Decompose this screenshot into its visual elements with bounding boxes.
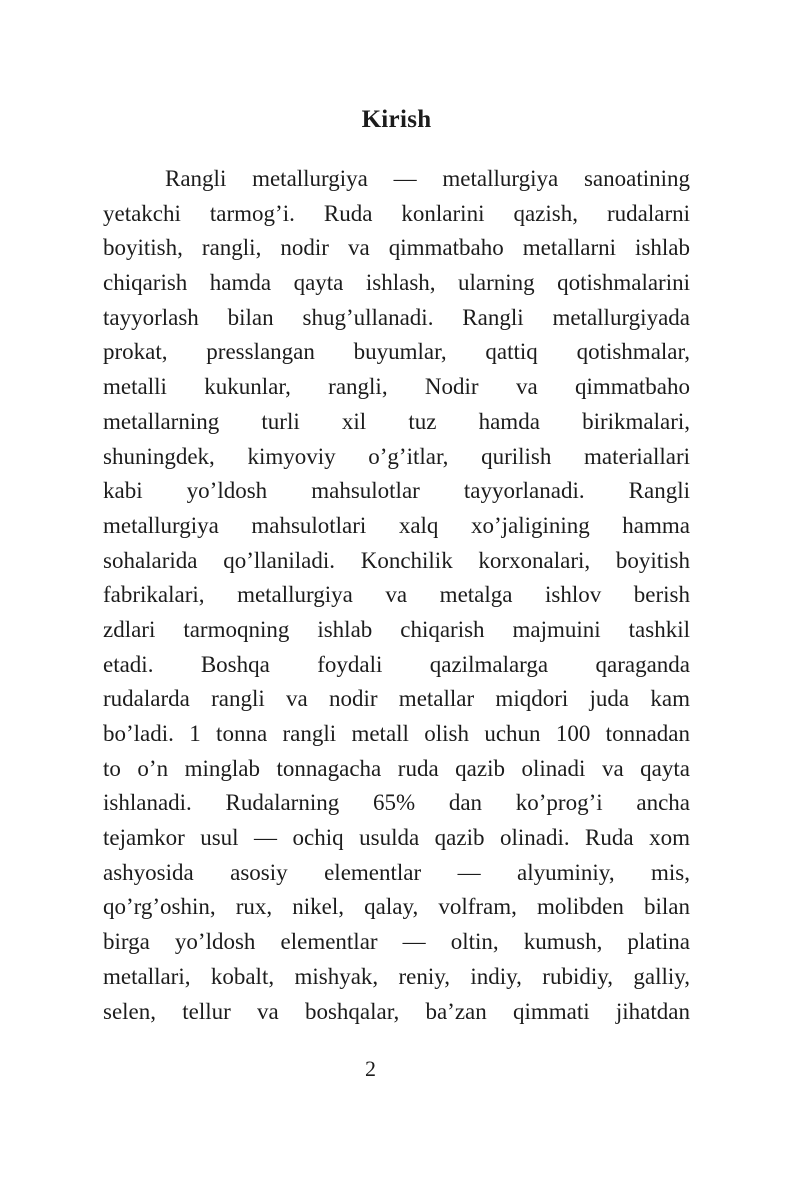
paragraph-line: bo’ladi. 1 tonna rangli metall olish uchun 100 tonnadan	[103, 721, 690, 746]
paragraph-line: etadi. Boshqa foydali qazilmalarga qaraganda	[103, 651, 690, 677]
paragraph-line: zdlari tarmoqning ishlab chiqarish majmuini tashkil	[103, 616, 690, 642]
paragraph-line: qo’rg’oshin, rux, nikel, qalay, volfram, molibden bilan	[103, 894, 690, 920]
page-number: 2	[365, 1056, 376, 1081]
page-title: Kirish	[361, 106, 432, 133]
paragraph-line: shuningdek, kimyoviy o’g’itlar, qurilish materiallari	[103, 443, 690, 469]
paragraph-line: prokat, presslangan buyumlar, qattiq qotishmalar,	[103, 339, 690, 365]
paragraph-line: tayyorlash bilan shug’ullanadi. Rangli metallurgiyada	[103, 304, 690, 330]
paragraph-line: metalli kukunlar, rangli, Nodir va qimmatbaho	[103, 374, 690, 400]
paragraph-line: ashyosida asosiy elementlar — alyuminiy, mis,	[103, 859, 690, 885]
paragraph-line: tejamkor usul — ochiq usulda qazib olinadi. Ruda xom	[103, 825, 690, 851]
paragraph-line: kabi yo’ldosh mahsulotlar tayyorlanadi. Rangli	[103, 478, 690, 504]
paragraph-line: selen, tellur va boshqalar, ba’zan qimmati jihatdan	[103, 998, 690, 1024]
paragraph-line: fabrikalari, metallurgiya va metalga ishlov berish	[103, 582, 690, 608]
paragraph-line: Rangli metallurgiya — metallurgiya sanoatining	[165, 166, 690, 191]
paragraph-line: ishlanadi. Rudalarning 65% dan ko’prog’i ancha	[103, 790, 690, 816]
paragraph-line: to o’n minglab tonnagacha ruda qazib olinadi va qayta	[103, 755, 690, 781]
paragraph-line: sohalarida qo’llaniladi. Konchilik korxonalari, boyitish	[103, 547, 690, 573]
paragraph-line: boyitish, rangli, nodir va qimmatbaho metallarni ishlab	[103, 235, 690, 261]
paragraph-line: metallari, kobalt, mishyak, reniy, indiy, rubidiy, galliy,	[103, 963, 690, 989]
paragraph-line: rudalarda rangli va nodir metallar miqdori juda kam	[103, 686, 690, 712]
paragraph-line: chiqarish hamda qayta ishlash, ularning qotishmalarini	[103, 270, 690, 296]
paragraph-line: metallarning turli xil tuz hamda birikmalari,	[103, 408, 690, 434]
paragraph-line: yetakchi tarmog’i. Ruda konlarini qazish, rudalarni	[103, 200, 690, 226]
body-paragraph	[103, 162, 690, 1029]
paragraph-line: birga yo’ldosh elementlar — oltin, kumush, platina	[103, 929, 690, 955]
paragraph-line: metallurgiya mahsulotlari xalq xo’jaligining hamma	[103, 512, 690, 538]
